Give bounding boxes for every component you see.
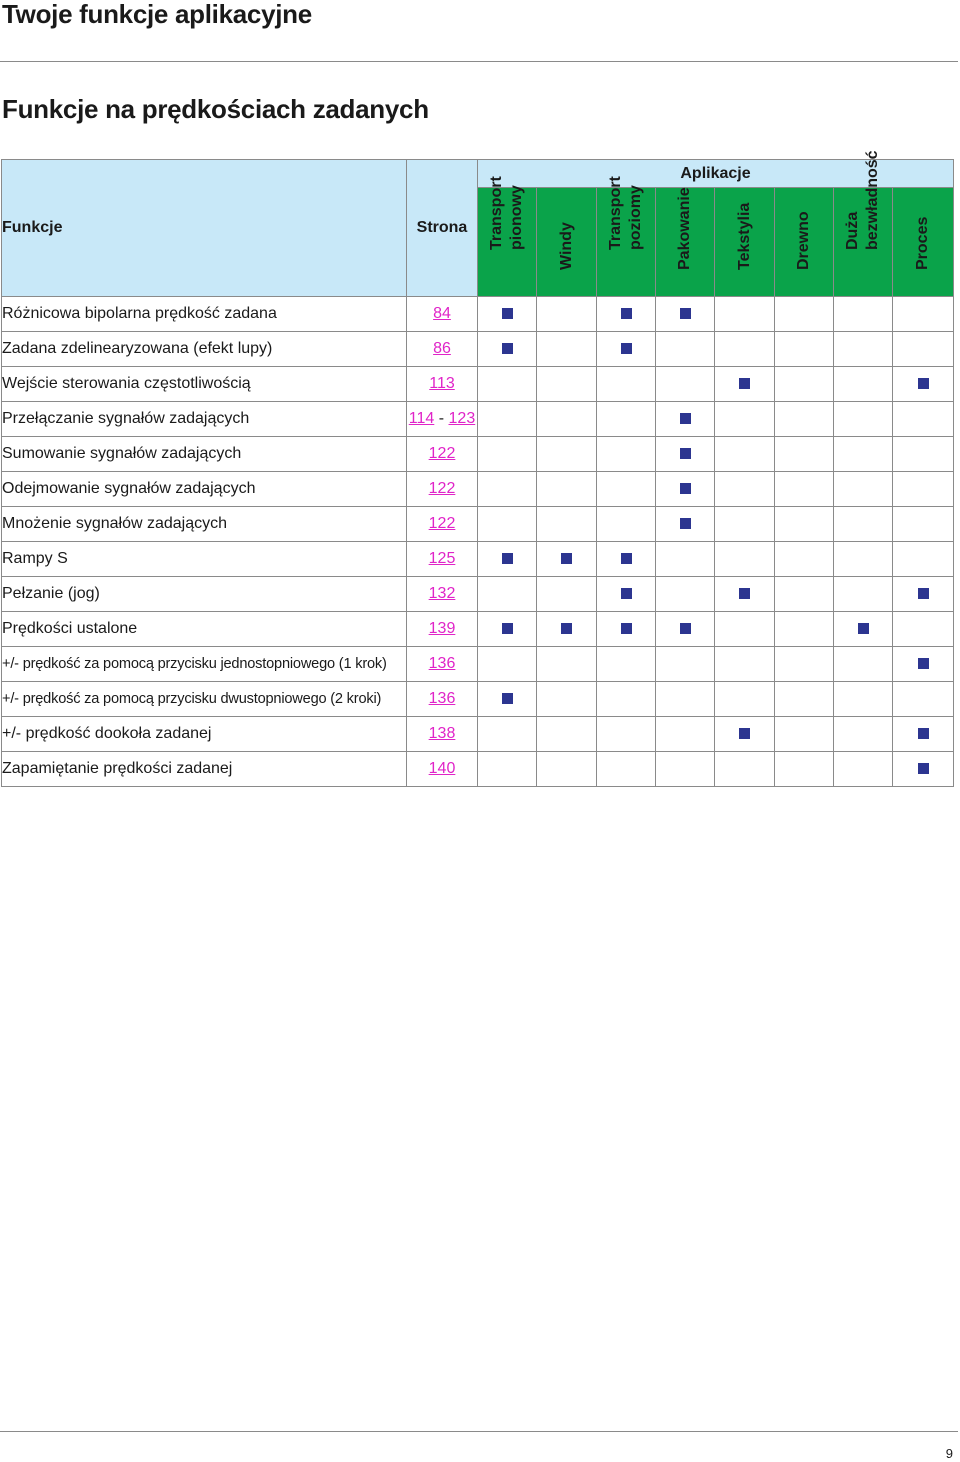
function-name: Sumowanie sygnałów zadających <box>2 437 407 472</box>
function-name: +/- prędkość dookoła zadanej <box>2 717 407 752</box>
function-name: +/- prędkość za pomocą przycisku jednostopniowego (1 krok) <box>2 647 407 682</box>
application-cell <box>775 577 834 612</box>
table-row <box>2 367 954 402</box>
application-cell <box>537 577 597 612</box>
application-cell <box>834 752 893 787</box>
application-cell <box>656 367 715 402</box>
application-label-line: Transport <box>607 176 624 250</box>
application-cell <box>597 367 656 402</box>
table-body <box>2 297 954 787</box>
page-reference <box>407 542 478 577</box>
application-cell <box>775 752 834 787</box>
application-cell <box>893 437 954 472</box>
application-cell <box>478 542 537 577</box>
application-cell <box>893 682 954 717</box>
page-reference <box>407 577 478 612</box>
table-row <box>2 472 954 507</box>
application-cell <box>478 717 537 752</box>
application-label <box>557 222 577 270</box>
application-cell <box>715 577 775 612</box>
page-link[interactable]: 122 <box>428 515 456 532</box>
application-cell <box>478 507 537 542</box>
check-square-icon <box>918 763 929 774</box>
application-cell <box>775 297 834 332</box>
page-reference <box>407 507 478 542</box>
page-reference <box>407 612 478 647</box>
application-label <box>735 203 755 270</box>
application-cell <box>775 542 834 577</box>
application-cell <box>893 332 954 367</box>
check-square-icon <box>502 693 513 704</box>
function-name: +/- prędkość za pomocą przycisku dwustopniowego (2 kroki) <box>2 682 407 717</box>
application-cell <box>656 402 715 437</box>
page-number: 9 <box>945 1446 953 1461</box>
application-cell <box>893 612 954 647</box>
check-square-icon <box>739 728 750 739</box>
application-cell <box>715 717 775 752</box>
application-cell <box>656 472 715 507</box>
check-square-icon <box>739 378 750 389</box>
application-cell <box>597 717 656 752</box>
function-name: Zapamiętanie prędkości zadanej <box>2 752 407 787</box>
column-header-application <box>656 188 715 297</box>
application-cell <box>537 472 597 507</box>
table-row <box>2 332 954 367</box>
application-cell <box>715 752 775 787</box>
application-cell <box>537 752 597 787</box>
check-square-icon <box>680 308 691 319</box>
page-reference <box>407 367 478 402</box>
application-label <box>913 217 933 270</box>
check-square-icon <box>561 623 572 634</box>
application-cell <box>537 437 597 472</box>
check-square-icon <box>739 588 750 599</box>
application-cell <box>715 647 775 682</box>
column-group-applications: Aplikacje <box>478 160 954 188</box>
application-cell <box>715 437 775 472</box>
page-reference <box>407 402 478 437</box>
application-cell <box>834 577 893 612</box>
application-cell <box>834 332 893 367</box>
function-name: Mnożenie sygnałów zadających <box>2 507 407 542</box>
application-cell <box>656 332 715 367</box>
table-row <box>2 402 954 437</box>
application-label <box>606 176 646 250</box>
function-name: Przełączanie sygnałów zadających <box>2 402 407 437</box>
application-cell <box>597 437 656 472</box>
page-link[interactable]: 122 <box>428 445 456 462</box>
application-cell <box>537 367 597 402</box>
table-header-row <box>2 160 954 188</box>
application-cell <box>834 717 893 752</box>
column-header-application <box>715 188 775 297</box>
application-cell <box>893 577 954 612</box>
function-name: Zadana zdelinearyzowana (efekt lupy) <box>2 332 407 367</box>
application-cell <box>834 437 893 472</box>
application-cell <box>597 507 656 542</box>
check-square-icon <box>621 308 632 319</box>
table-row <box>2 717 954 752</box>
application-cell <box>715 297 775 332</box>
check-square-icon <box>621 553 632 564</box>
page-range-separator: - <box>434 410 449 427</box>
application-cell <box>537 717 597 752</box>
check-square-icon <box>621 588 632 599</box>
application-cell <box>715 367 775 402</box>
application-cell <box>656 752 715 787</box>
application-cell <box>656 542 715 577</box>
application-cell <box>715 542 775 577</box>
column-header-application <box>537 188 597 297</box>
table-row <box>2 577 954 612</box>
application-cell <box>537 612 597 647</box>
table-row <box>2 647 954 682</box>
function-name: Wejście sterowania częstotliwością <box>2 367 407 402</box>
application-label <box>794 211 814 270</box>
check-square-icon <box>918 378 929 389</box>
page-link[interactable]: 139 <box>428 620 456 637</box>
check-square-icon <box>502 343 513 354</box>
page-link[interactable]: 113 <box>429 375 455 392</box>
page-link[interactable]: 140 <box>428 760 456 777</box>
functions-table <box>1 150 954 787</box>
application-label <box>487 176 527 250</box>
application-cell <box>597 682 656 717</box>
application-cell <box>597 297 656 332</box>
application-cell <box>597 752 656 787</box>
application-cell <box>834 507 893 542</box>
application-cell <box>656 437 715 472</box>
application-cell <box>715 507 775 542</box>
application-cell <box>478 332 537 367</box>
check-square-icon <box>680 483 691 494</box>
application-cell <box>715 682 775 717</box>
section-title: Funkcje na prędkościach zadanych <box>2 94 429 124</box>
application-label <box>843 150 883 250</box>
application-cell <box>478 437 537 472</box>
check-square-icon <box>561 553 572 564</box>
application-label-line: bezwładność <box>864 150 881 250</box>
application-cell <box>597 332 656 367</box>
page-link[interactable]: 84 <box>433 305 451 322</box>
application-cell <box>597 472 656 507</box>
page-link[interactable]: 136 <box>428 690 456 707</box>
application-cell <box>478 577 537 612</box>
page-reference <box>407 332 478 367</box>
check-square-icon <box>502 553 513 564</box>
application-cell <box>775 682 834 717</box>
page-link[interactable]: 136 <box>428 655 456 672</box>
page-reference <box>407 752 478 787</box>
column-header-application <box>834 150 893 297</box>
application-cell <box>715 332 775 367</box>
top-divider <box>0 61 958 62</box>
application-cell <box>893 472 954 507</box>
check-square-icon <box>502 308 513 319</box>
application-cell <box>715 402 775 437</box>
application-cell <box>478 402 537 437</box>
application-cell <box>893 507 954 542</box>
check-square-icon <box>621 343 632 354</box>
application-cell <box>597 577 656 612</box>
application-cell <box>656 297 715 332</box>
page-link[interactable]: 138 <box>428 725 456 742</box>
application-cell <box>893 297 954 332</box>
application-cell <box>893 402 954 437</box>
application-cell <box>478 752 537 787</box>
application-cell <box>775 647 834 682</box>
column-header-application <box>775 188 834 297</box>
application-cell <box>656 612 715 647</box>
application-cell <box>656 577 715 612</box>
application-cell <box>537 542 597 577</box>
application-cell <box>597 402 656 437</box>
function-name: Pełzanie (jog) <box>2 577 407 612</box>
application-cell <box>893 542 954 577</box>
table-row <box>2 752 954 787</box>
table-row <box>2 507 954 542</box>
application-cell <box>478 472 537 507</box>
application-label-line: Drewno <box>795 211 812 270</box>
application-cell <box>775 472 834 507</box>
application-cell <box>893 367 954 402</box>
function-name: Prędkości ustalone <box>2 612 407 647</box>
check-square-icon <box>502 623 513 634</box>
column-header-function: Funkcje <box>2 160 407 297</box>
page-reference <box>407 472 478 507</box>
application-cell <box>656 507 715 542</box>
check-square-icon <box>621 623 632 634</box>
application-cell <box>597 542 656 577</box>
page-link[interactable]: 125 <box>428 550 456 567</box>
table-row <box>2 612 954 647</box>
application-cell <box>597 647 656 682</box>
check-square-icon <box>918 728 929 739</box>
application-label-line: Windy <box>557 222 575 270</box>
page-link[interactable]: 86 <box>433 340 451 357</box>
column-header-application <box>597 176 656 297</box>
application-cell <box>775 402 834 437</box>
column-header-application <box>478 176 537 297</box>
page-reference <box>407 647 478 682</box>
application-cell <box>834 542 893 577</box>
application-cell <box>537 647 597 682</box>
application-cell <box>537 332 597 367</box>
page-reference <box>407 437 478 472</box>
application-cell <box>656 647 715 682</box>
table-row <box>2 682 954 717</box>
application-cell <box>893 717 954 752</box>
function-name: Odejmowanie sygnałów zadających <box>2 472 407 507</box>
application-cell <box>478 647 537 682</box>
application-cell <box>537 507 597 542</box>
table-row <box>2 542 954 577</box>
page-title: Twoje funkcje aplikacyjne <box>2 0 312 29</box>
check-square-icon <box>680 623 691 634</box>
check-square-icon <box>680 413 691 424</box>
application-cell <box>597 612 656 647</box>
application-cell <box>834 682 893 717</box>
page-link[interactable]: 132 <box>428 585 456 602</box>
application-cell <box>834 472 893 507</box>
application-cell <box>834 647 893 682</box>
bottom-divider <box>0 1431 958 1432</box>
application-cell <box>656 717 715 752</box>
check-square-icon <box>918 658 929 669</box>
application-cell <box>478 367 537 402</box>
application-cell <box>893 752 954 787</box>
application-label-line: Transport <box>488 176 505 250</box>
application-cell <box>834 367 893 402</box>
application-cell <box>656 682 715 717</box>
application-cell <box>775 717 834 752</box>
application-cell <box>834 402 893 437</box>
application-cell <box>893 647 954 682</box>
application-cell <box>715 612 775 647</box>
page-link[interactable]: 114 <box>408 410 435 427</box>
application-cell <box>537 402 597 437</box>
application-cell <box>775 437 834 472</box>
table-row <box>2 297 954 332</box>
column-header-application <box>893 188 954 297</box>
application-label-line: Duża <box>844 211 861 250</box>
application-cell <box>775 507 834 542</box>
application-cell <box>478 297 537 332</box>
check-square-icon <box>918 588 929 599</box>
application-cell <box>478 682 537 717</box>
table-row <box>2 437 954 472</box>
application-label <box>675 187 695 270</box>
page-reference <box>407 717 478 752</box>
application-label-line: Tekstylia <box>735 202 753 270</box>
function-name: Różnicowa bipolarna prędkość zadana <box>2 297 407 332</box>
page-link[interactable]: 123 <box>448 410 476 427</box>
application-label-line: poziomy <box>627 185 644 250</box>
application-cell <box>537 297 597 332</box>
column-header-page: Strona <box>407 160 478 297</box>
function-name: Rampy S <box>2 542 407 577</box>
application-label-line: pionowy <box>508 185 525 250</box>
application-label-line: Pakowanie <box>676 187 693 270</box>
check-square-icon <box>858 623 869 634</box>
application-cell <box>834 297 893 332</box>
page-reference <box>407 682 478 717</box>
application-label-line: Proces <box>914 216 931 270</box>
page-reference <box>407 297 478 332</box>
application-cell <box>834 612 893 647</box>
check-square-icon <box>680 448 691 459</box>
application-cell <box>775 612 834 647</box>
application-cell <box>775 332 834 367</box>
application-cell <box>537 682 597 717</box>
application-cell <box>715 472 775 507</box>
check-square-icon <box>680 518 691 529</box>
page-link[interactable]: 122 <box>428 480 456 497</box>
application-cell <box>478 612 537 647</box>
application-cell <box>775 367 834 402</box>
